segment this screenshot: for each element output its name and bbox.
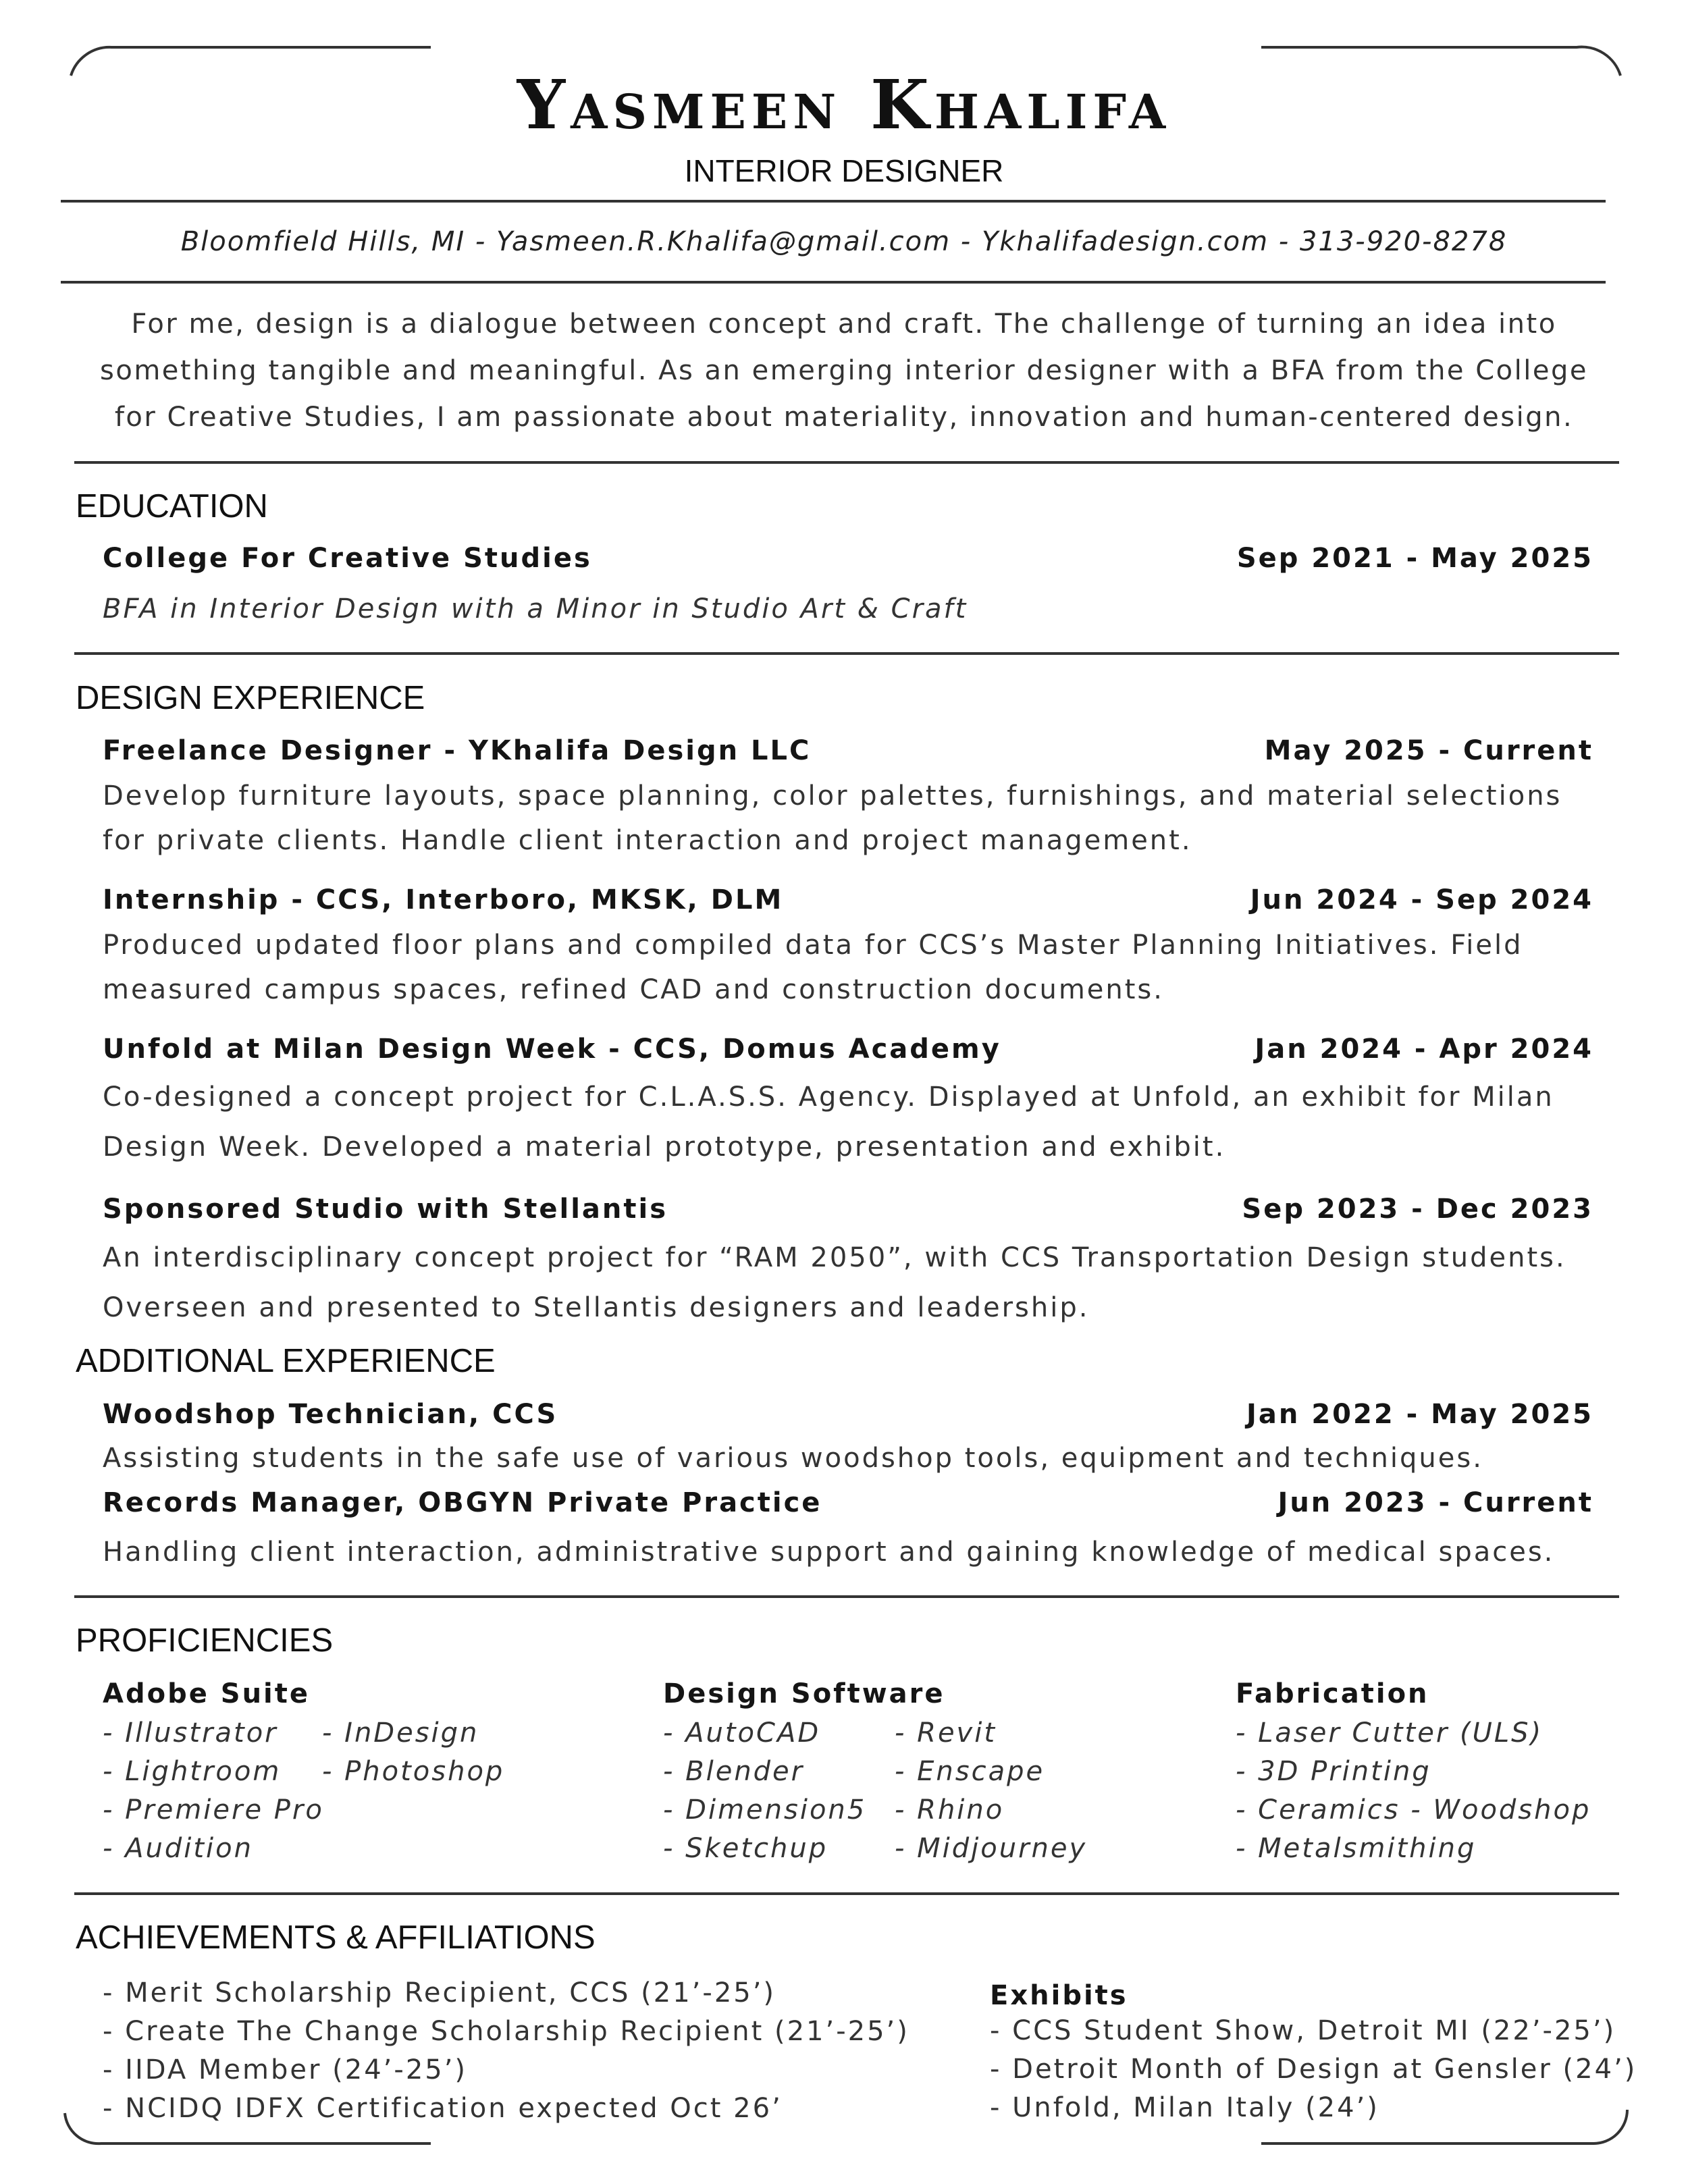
experience-title: Records Manager, OBGYN Private Practice xyxy=(103,1487,822,1518)
experience-title: Unfold at Milan Design Week - CCS, Domus Academy xyxy=(103,1034,1001,1065)
list-item: - 3D Printing xyxy=(1236,1756,1431,1787)
section-heading-design-experience: DESIGN EXPERIENCE xyxy=(76,680,425,716)
experience-description: Handling client interaction, administrative support and gaining knowledge of medical spaces. xyxy=(103,1537,1555,1568)
list-item: - Detroit Month of Design at Gensler (24’) xyxy=(990,2054,1637,2085)
list-item: - Dimension5 xyxy=(663,1794,867,1826)
education-dates: Sep 2021 - May 2025 xyxy=(1236,543,1593,574)
experience-dates: Jan 2024 - Apr 2024 xyxy=(1255,1034,1593,1065)
contact-line: Bloomfield Hills, MI - Yasmeen.R.Khalifa@gmail.com - Ykhalifadesign.com - 313-920-8278 xyxy=(180,226,1508,257)
list-item: - Unfold, Milan Italy (24’) xyxy=(990,2092,1379,2123)
section-heading-education: EDUCATION xyxy=(76,488,268,525)
proficiency-fabrication-list xyxy=(1236,1714,1591,1868)
list-item: - InDesign xyxy=(322,1717,479,1749)
experience-description: Co-designed a concept project for C.L.A.S.S. Agency. Displayed at Unfold, an exhibit for Milan Design Week. Developed a material prototype, presentation and exhibit. xyxy=(103,1082,1554,1163)
list-item: - Premiere Pro xyxy=(103,1794,324,1826)
proficiency-software-list-2 xyxy=(895,1714,1087,1868)
education-school: College For Creative Studies xyxy=(103,543,592,574)
exhibits-heading: Exhibits xyxy=(990,1980,1128,2011)
list-item: - Blender xyxy=(663,1756,805,1787)
list-item: - NCIDQ IDFX Certification expected Oct 26’ xyxy=(103,2093,783,2124)
summary-paragraph: For me, design is a dialogue between concept and craft. The challenge of turning an idea into something tangible and meaningful. As an emerging interior designer with a BFA from the College for Creative Studies, I am passionate about materiality, innovation and human-centered design. xyxy=(100,309,1588,433)
proficiency-fabrication-heading: Fabrication xyxy=(1236,1678,1429,1709)
proficiency-adobe-list-2 xyxy=(322,1714,504,1791)
experience-title: Internship - CCS, Interboro, MKSK, DLM xyxy=(103,884,784,915)
list-item: - Enscape xyxy=(895,1756,1045,1787)
list-item: - Lightroom xyxy=(103,1756,282,1787)
experience-dates: Jun 2023 - Current xyxy=(1277,1487,1593,1518)
achievements-list xyxy=(103,1974,909,2128)
section-heading-proficiencies: PROFICIENCIES xyxy=(76,1622,334,1659)
list-item: - Merit Scholarship Recipient, CCS (21’-25’) xyxy=(103,1977,776,2008)
job-title: INTERIOR DESIGNER xyxy=(684,153,1004,188)
list-item: - Photoshop xyxy=(322,1756,505,1787)
experience-title: Sponsored Studio with Stellantis xyxy=(103,1194,668,1225)
experience-dates: Jun 2024 - Sep 2024 xyxy=(1250,884,1593,915)
proficiency-software-heading: Design Software xyxy=(663,1678,945,1709)
experience-title: Woodshop Technician, CCS xyxy=(103,1399,558,1430)
list-item: - Ceramics - Woodshop xyxy=(1236,1794,1591,1826)
experience-dates: Jan 2022 - May 2025 xyxy=(1246,1399,1593,1430)
list-item: - Metalsmithing xyxy=(1236,1833,1477,1864)
experience-description: Assisting students in the safe use of various woodshop tools, equipment and techniques. xyxy=(103,1443,1483,1474)
experience-description: Produced updated floor plans and compiled data for CCS’s Master Planning Initiatives. Field measured campus spaces, refined CAD and construction documents. xyxy=(103,930,1523,1005)
applicant-name: Yasmeen Khalifa xyxy=(517,65,1171,144)
experience-title: Freelance Designer - YKhalifa Design LLC xyxy=(103,735,812,766)
proficiency-software-list-1 xyxy=(663,1714,866,1868)
list-item: - Create The Change Scholarship Recipient (21’-25’) xyxy=(103,2016,909,2047)
proficiency-adobe-list-1 xyxy=(103,1714,324,1868)
experience-description: An interdisciplinary concept project for “RAM 2050”, with CCS Transportation Design students. Overseen and presented to Stellantis designers and leadership. xyxy=(103,1242,1566,1323)
experience-description: Develop furniture layouts, space planning, color palettes, furnishings, and material selections for private clients. Handle client interaction and project management. xyxy=(103,780,1562,856)
list-item: - Rhino xyxy=(895,1794,1005,1826)
list-item: - Laser Cutter (ULS) xyxy=(1236,1717,1544,1749)
proficiency-adobe-heading: Adobe Suite xyxy=(103,1678,311,1709)
experience-dates: Sep 2023 - Dec 2023 xyxy=(1242,1194,1593,1225)
list-item: - CCS Student Show, Detroit MI (22’-25’) xyxy=(990,2015,1616,2046)
list-item: - Illustrator xyxy=(103,1717,278,1749)
section-heading-additional-experience: ADDITIONAL EXPERIENCE xyxy=(76,1343,496,1379)
experience-dates: May 2025 - Current xyxy=(1264,735,1593,766)
list-item: - Revit xyxy=(895,1717,997,1749)
list-item: - Midjourney xyxy=(895,1833,1088,1864)
list-item: - AutoCAD xyxy=(663,1717,821,1749)
exhibits-list xyxy=(990,2012,1637,2127)
section-heading-achievements: ACHIEVEMENTS & AFFILIATIONS xyxy=(76,1919,596,1956)
education-degree: BFA in Interior Design with a Minor in Studio Art & Craft xyxy=(103,593,968,624)
list-item: - IIDA Member (24’-25’) xyxy=(103,2054,468,2085)
list-item: - Audition xyxy=(103,1833,253,1864)
list-item: - Sketchup xyxy=(663,1833,828,1864)
